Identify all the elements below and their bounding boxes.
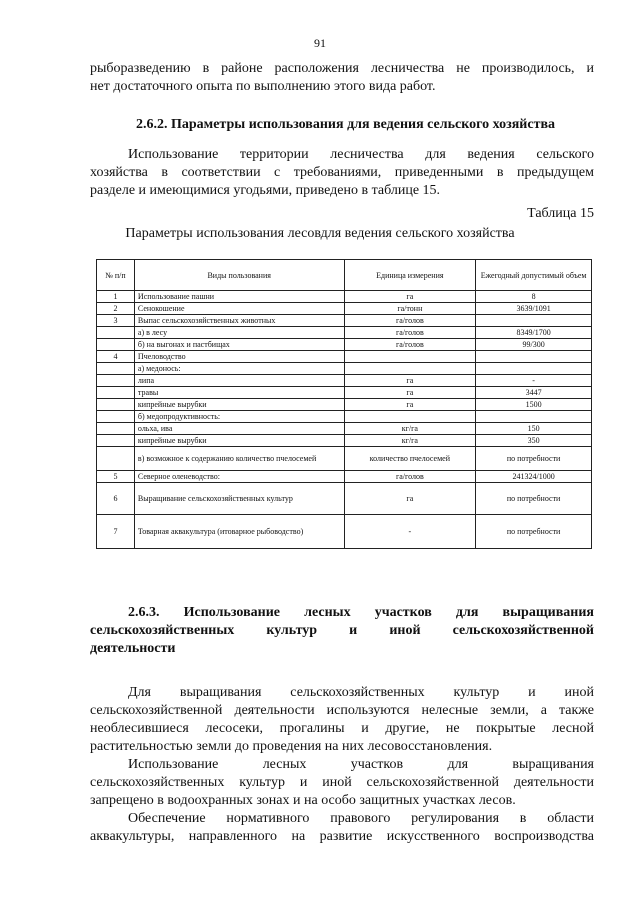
- table-cell: -: [476, 375, 592, 387]
- table-cell: кг/га: [344, 423, 476, 435]
- table-row: [97, 291, 592, 303]
- table-cell: [344, 363, 476, 375]
- section-heading-263: [90, 604, 594, 658]
- table-row: [97, 435, 592, 447]
- section-263-paragraph-3: [90, 810, 594, 846]
- table-cell: га: [344, 291, 476, 303]
- table-cell: [476, 315, 592, 327]
- table-cell: [97, 435, 135, 447]
- table-cell: Северное оленеводство:: [134, 471, 344, 483]
- heading-line: сельскохозяйственных культур и иной сельскохозяйственной: [90, 623, 594, 638]
- table-cell: га/голов: [344, 327, 476, 339]
- table-cell: б) на выгонах и пастбищах: [134, 339, 344, 351]
- intro-line: рыборазведению в районе расположения лесничества не производилось, и: [90, 61, 594, 76]
- heading-line: 2.6.3. Использование лесных участков для выращивания: [128, 605, 594, 620]
- table-cell: 99/300: [476, 339, 592, 351]
- table-row: [97, 399, 592, 411]
- table-cell: кг/га: [344, 435, 476, 447]
- column-header: Ежегодный допустимый объем: [476, 260, 592, 291]
- table-cell: б) медопродуктивность:: [134, 411, 344, 423]
- table-cell: 3447: [476, 387, 592, 399]
- table-cell: по потребности: [476, 515, 592, 549]
- table-cell: -: [344, 515, 476, 549]
- table-cell: [97, 339, 135, 351]
- section-263-paragraph-1: [90, 684, 594, 756]
- table-cell: 350: [476, 435, 592, 447]
- table-row: [97, 515, 592, 549]
- table-cell: 3639/1091: [476, 303, 592, 315]
- column-header: № п/п: [97, 260, 135, 291]
- table-cell: га/тонн: [344, 303, 476, 315]
- intro-paragraph: [90, 60, 594, 96]
- table-cell: га/голов: [344, 339, 476, 351]
- section-heading-262: 2.6.2. Параметры использования для ведения сельского хозяйства: [136, 117, 556, 132]
- table-cell: по потребности: [476, 483, 592, 515]
- table-row: [97, 363, 592, 375]
- heading-line: деятельности: [90, 641, 176, 656]
- paragraph-line: Обеспечение нормативного правового регулирования в области: [128, 811, 594, 826]
- table-cell: 8349/1700: [476, 327, 592, 339]
- table-cell: липа: [134, 375, 344, 387]
- table-cell: кипрейные вырубки: [134, 399, 344, 411]
- table-cell: 150: [476, 423, 592, 435]
- intro-line: нет достаточного опыта по выполнению этого вида работ.: [90, 79, 436, 94]
- table-cell: Товарная аквакультура (итоварное рыбоводство): [134, 515, 344, 549]
- table-row: [97, 483, 592, 515]
- paragraph-line: сельскохозяйственных культур и иной сельскохозяйственной деятельности: [90, 775, 594, 790]
- section-262-paragraph: [90, 146, 594, 200]
- table-cell: Выпас сельскохозяйственных животных: [134, 315, 344, 327]
- table-cell: [97, 423, 135, 435]
- table-cell: 1500: [476, 399, 592, 411]
- table-cell: 2: [97, 303, 135, 315]
- table-cell: в) возможное к содержанию количество пчелосемей: [134, 447, 344, 471]
- table-cell: 8: [476, 291, 592, 303]
- paragraph-line: разделе и имеющимися угодьями, приведено в таблице 15.: [90, 183, 441, 198]
- table-cell: 4: [97, 351, 135, 363]
- table-cell: Сенокошение: [134, 303, 344, 315]
- paragraph-line: аквакультуры, направленного на развитие искусственного воспроизводства: [90, 829, 594, 844]
- table-cell: 6: [97, 483, 135, 515]
- table-cell: Выращивание сельскохозяйственных культур: [134, 483, 344, 515]
- table-row: [97, 423, 592, 435]
- table-row: [97, 339, 592, 351]
- table-title: Параметры использования лесовдля ведения сельского хозяйства: [125, 226, 515, 241]
- paragraph-line: Для выращивания сельскохозяйственных культур и иной: [128, 685, 594, 700]
- paragraph-line: хозяйства в соответствии с требованиями, приведенными в предыдущем: [90, 165, 594, 180]
- table-cell: 241324/1000: [476, 471, 592, 483]
- table-cell: по потребности: [476, 447, 592, 471]
- table-cell: 1: [97, 291, 135, 303]
- paragraph-line: Использование лесных участков для выращивания: [128, 757, 594, 772]
- usage-parameters-table: [96, 259, 592, 549]
- table-row: [97, 411, 592, 423]
- table-row: [97, 447, 592, 471]
- table-row: [97, 387, 592, 399]
- table-cell: 7: [97, 515, 135, 549]
- table-row: [97, 471, 592, 483]
- table-row: [97, 315, 592, 327]
- table-row: [97, 351, 592, 363]
- table-cell: [476, 363, 592, 375]
- section-263-paragraph-2: [90, 756, 594, 810]
- table-row: [97, 303, 592, 315]
- table-cell: [344, 351, 476, 363]
- table-cell: [97, 411, 135, 423]
- table-cell: травы: [134, 387, 344, 399]
- paragraph-line: запрещено в водоохранных зонах и на особо защитных участках лесов.: [90, 793, 516, 808]
- table-row: [97, 375, 592, 387]
- table-cell: [97, 399, 135, 411]
- paragraph-line: необлесившиеся лесосеки, прогалины и другие, не покрытые лесной: [90, 721, 594, 736]
- table-cell: а) медонось:: [134, 363, 344, 375]
- table-cell: [476, 351, 592, 363]
- page-number: 91: [314, 36, 326, 50]
- column-header: Виды пользования: [134, 260, 344, 291]
- table-cell: [97, 447, 135, 471]
- paragraph-line: Использование территории лесничества для ведения сельского: [128, 147, 594, 162]
- table-cell: га/голов: [344, 315, 476, 327]
- table-cell: [97, 327, 135, 339]
- table-cell: 5: [97, 471, 135, 483]
- table-cell: га: [344, 399, 476, 411]
- table-cell: [344, 411, 476, 423]
- paragraph-line: растительностью земли до проведения на них лесовосстановления.: [90, 739, 493, 754]
- table-label: Таблица 15: [527, 206, 594, 221]
- table-cell: Пчеловодство: [134, 351, 344, 363]
- column-header: Единица измерения: [344, 260, 476, 291]
- table-cell: количество пчелосемей: [344, 447, 476, 471]
- table-cell: га/голов: [344, 471, 476, 483]
- table-cell: [97, 363, 135, 375]
- table-cell: кипрейные вырубки: [134, 435, 344, 447]
- table-row: [97, 327, 592, 339]
- table-cell: [476, 411, 592, 423]
- table-cell: га: [344, 483, 476, 515]
- table-cell: Использование пашни: [134, 291, 344, 303]
- table-cell: ольха, ива: [134, 423, 344, 435]
- table-cell: га: [344, 375, 476, 387]
- table-cell: а) в лесу: [134, 327, 344, 339]
- table-cell: [97, 387, 135, 399]
- table-cell: га: [344, 387, 476, 399]
- paragraph-line: сельскохозяйственной деятельности используются нелесные земли, а также: [90, 703, 594, 718]
- table-cell: 3: [97, 315, 135, 327]
- table-cell: [97, 375, 135, 387]
- table-header-row: [97, 260, 592, 291]
